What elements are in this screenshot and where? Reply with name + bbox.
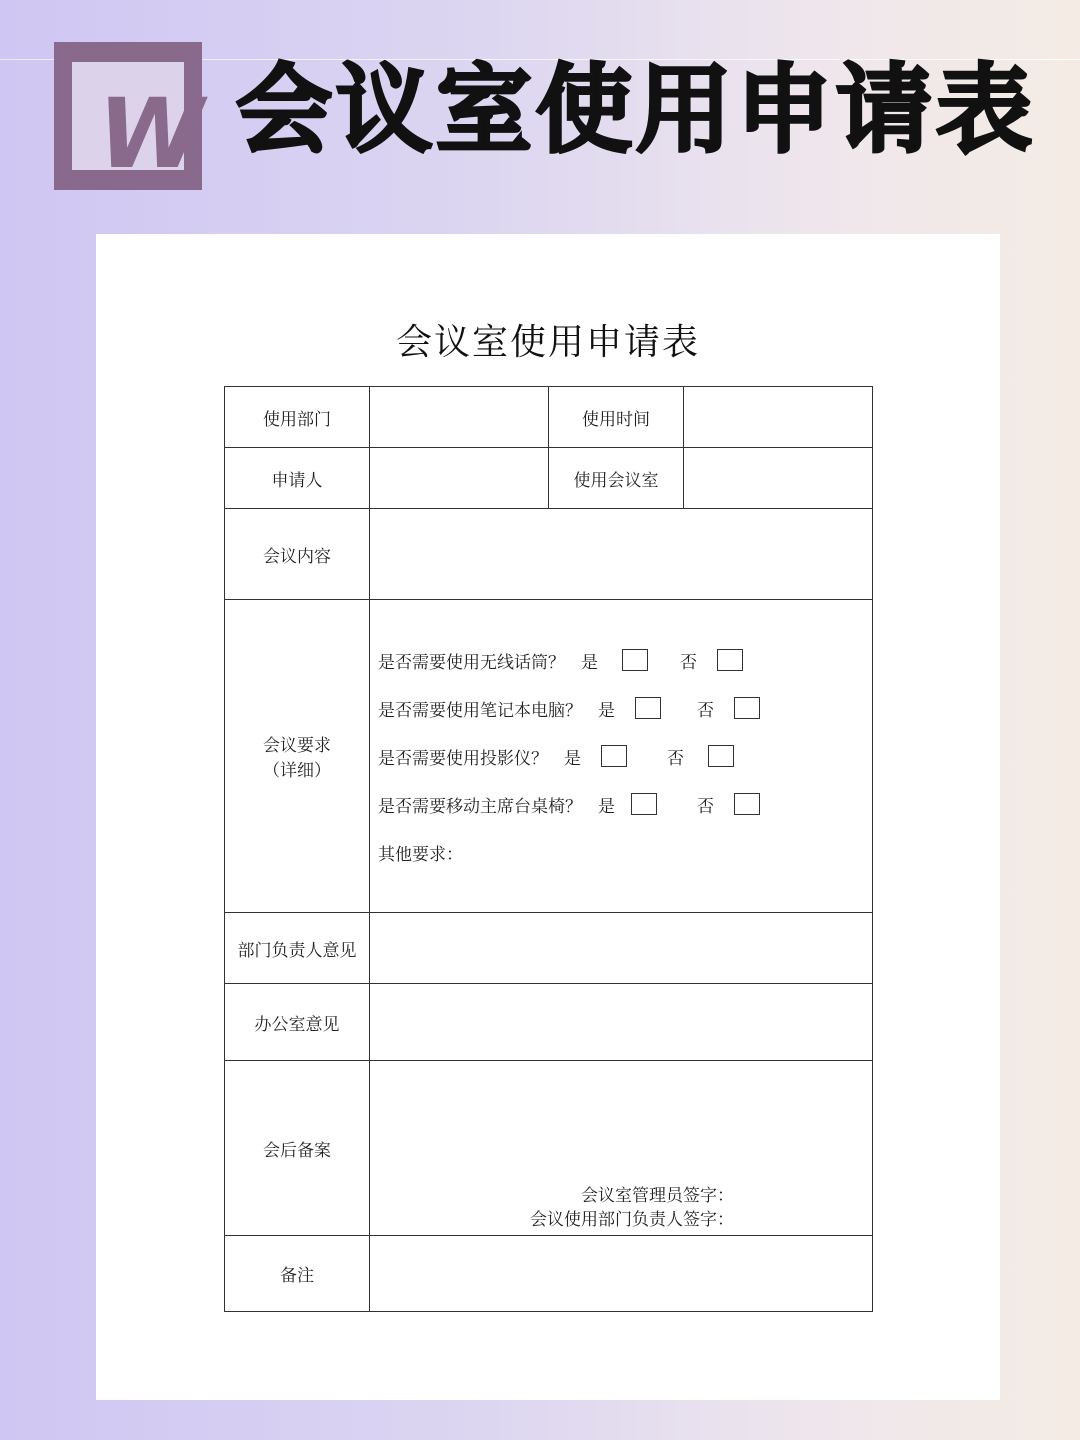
requirement-question: 是否需要使用笔记本电脑？ [378, 700, 582, 721]
no-checkbox[interactable] [734, 697, 760, 719]
room-field[interactable] [684, 448, 873, 509]
content-label: 会议内容 [225, 509, 370, 600]
requirements-label-line2: （详细） [263, 761, 331, 781]
room-label: 使用会议室 [549, 448, 684, 509]
yes-checkbox[interactable] [601, 745, 627, 767]
no-label: 否 [697, 796, 714, 817]
requirement-row-laptop [370, 684, 872, 732]
yes-checkbox[interactable] [622, 649, 648, 671]
requirement-row-podium [370, 780, 872, 828]
header-title: 会议室使用申请表 [236, 54, 1036, 166]
department-field[interactable] [370, 387, 549, 448]
content-field[interactable] [370, 509, 873, 600]
logo-letter: W [98, 78, 198, 190]
yes-checkbox[interactable] [631, 793, 657, 815]
requirement-question: 是否需要移动主席台桌椅？ [378, 796, 582, 817]
no-label: 否 [667, 748, 684, 769]
office-opinion-label: 办公室意见 [225, 984, 370, 1061]
yes-label: 是 [564, 748, 581, 769]
document-title: 会议室使用申请表 [395, 322, 700, 363]
dept-head-signature: 会议使用部门负责人签字： [530, 1210, 734, 1230]
no-checkbox[interactable] [708, 745, 734, 767]
application-form-table [224, 386, 873, 1312]
requirement-row-microphone [370, 636, 872, 684]
requirement-row-projector [370, 732, 872, 780]
yes-label: 是 [581, 652, 598, 673]
requirements-cell [370, 600, 873, 913]
no-label: 否 [697, 700, 714, 721]
requirement-question: 是否需要使用无线话筒？ [378, 652, 565, 673]
applicant-label: 申请人 [225, 448, 370, 509]
word-logo-icon [54, 42, 202, 190]
no-label: 否 [680, 652, 697, 673]
room-admin-signature: 会议室管理员签字： [581, 1186, 734, 1206]
requirement-question: 是否需要使用投影仪？ [378, 748, 548, 769]
use-time-field[interactable] [684, 387, 873, 448]
dept-head-opinion-field[interactable] [370, 913, 873, 984]
yes-checkbox[interactable] [635, 697, 661, 719]
department-label: 使用部门 [225, 387, 370, 448]
post-record-field[interactable] [370, 1061, 873, 1236]
yes-label: 是 [598, 796, 615, 817]
requirements-label-line1: 会议要求 [263, 736, 331, 756]
post-record-label: 会后备案 [225, 1061, 370, 1236]
form-paper [96, 234, 1000, 1400]
applicant-field[interactable] [370, 448, 549, 509]
word-logo-inner [72, 62, 198, 190]
no-checkbox[interactable] [734, 793, 760, 815]
remarks-field[interactable] [370, 1236, 873, 1312]
use-time-label: 使用时间 [549, 387, 684, 448]
office-opinion-field[interactable] [370, 984, 873, 1061]
requirements-label [225, 600, 370, 913]
yes-label: 是 [598, 700, 615, 721]
dept-head-opinion-label: 部门负责人意见 [225, 913, 370, 984]
remarks-label: 备注 [225, 1236, 370, 1312]
other-requirements: 其他要求： [378, 844, 463, 865]
no-checkbox[interactable] [717, 649, 743, 671]
